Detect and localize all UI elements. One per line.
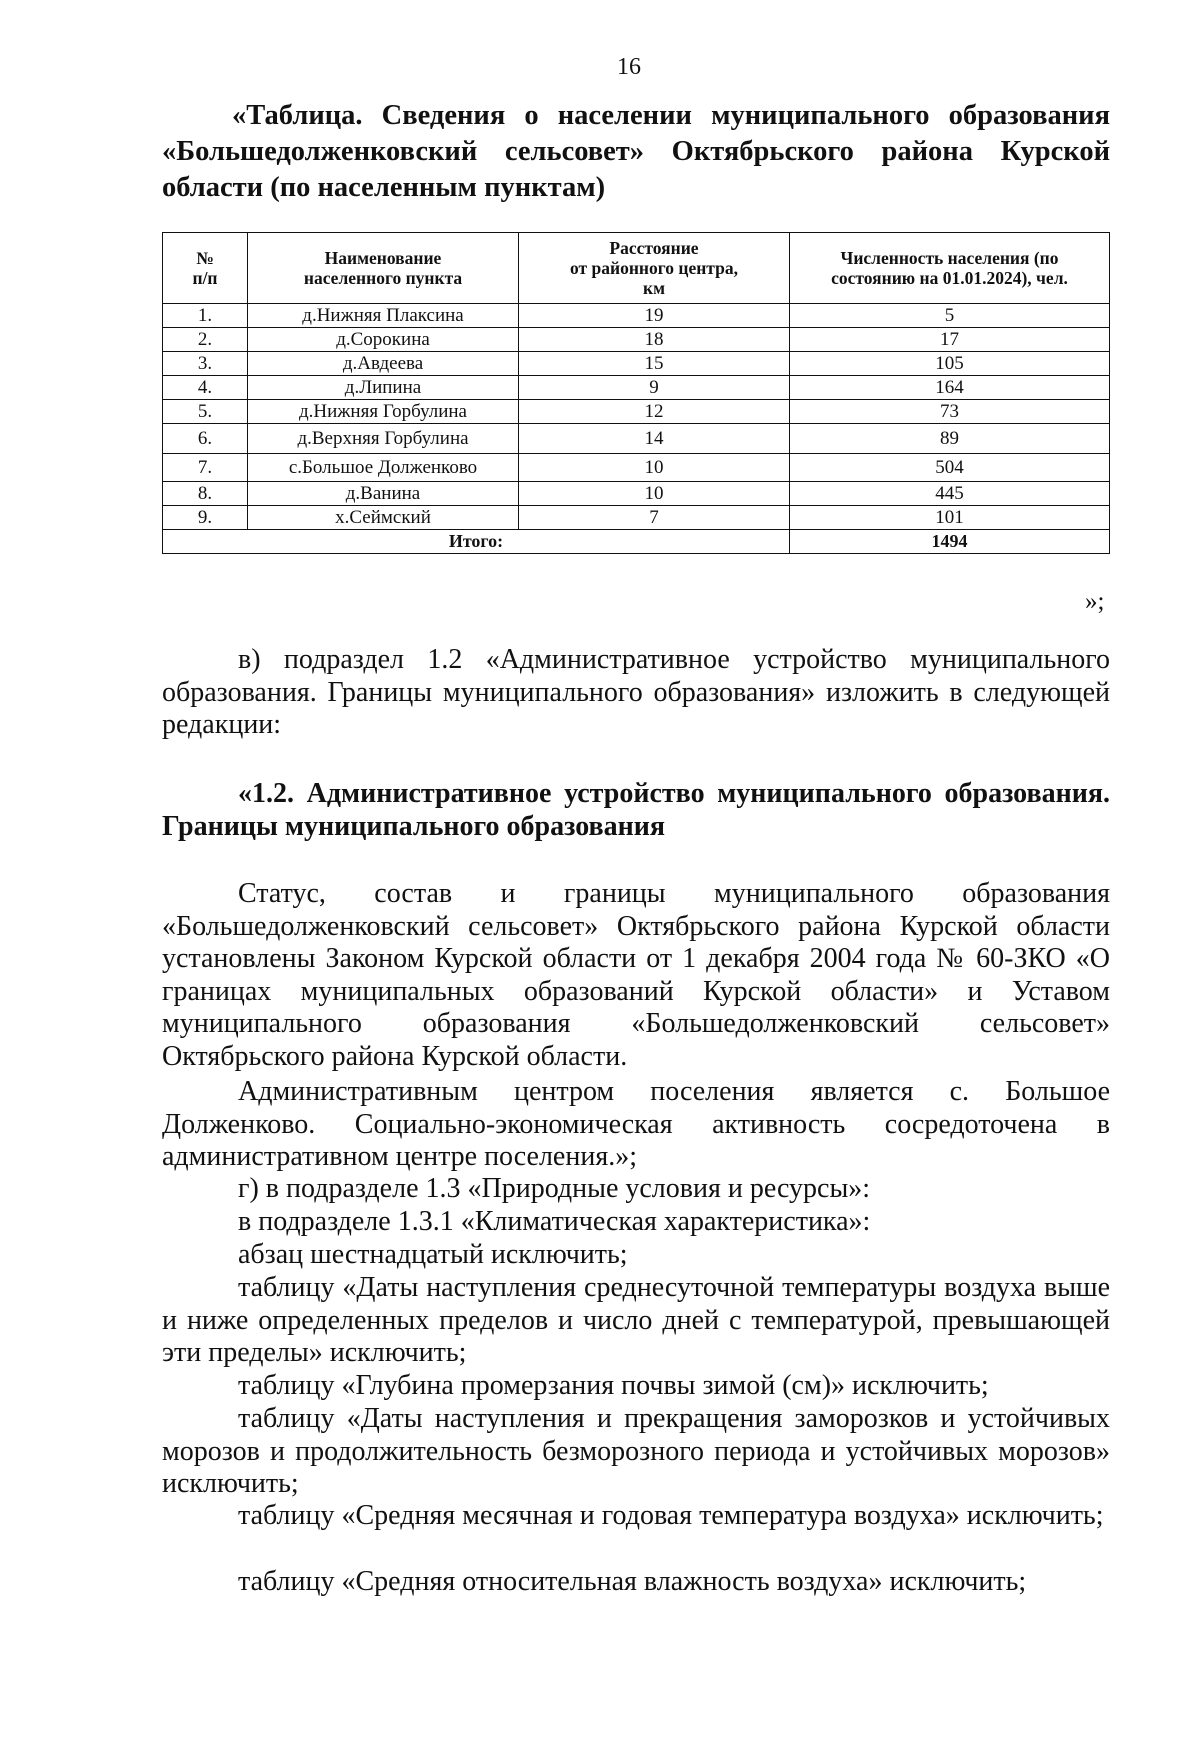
cell-name: д.Авдеева <box>248 352 519 376</box>
cell-distance: 15 <box>519 352 790 376</box>
cell-name: с.Большое Долженково <box>248 454 519 482</box>
cell-population: 5 <box>790 304 1110 328</box>
cell-population: 73 <box>790 400 1110 424</box>
paragraph-table-3: таблицу «Даты наступления и прекращения заморозков и устойчивых морозов и продолжительность безморозного периода и устойчивых морозов» исключить; <box>162 1403 1110 1499</box>
cell-num: 9. <box>163 506 248 530</box>
closing-quote: »; <box>1085 588 1105 615</box>
header-distance <box>519 233 790 304</box>
table-header-row <box>163 233 1110 304</box>
cell-num: 8. <box>163 482 248 506</box>
cell-distance: 14 <box>519 424 790 454</box>
cell-name: д.Сорокина <box>248 328 519 352</box>
cell-name: д.Ванина <box>248 482 519 506</box>
table-row <box>163 328 1110 352</box>
paragraph-status: Статус, состав и границы муниципального образования «Большедолженковский сельсовет» Октябрьского района Курской области установлены Законом Курской области от 1 декабря 2004 года № 60-ЗКО «О границах муниципальных образований Курской области» и Уставом муниципального образования «Большедолженковский сельсовет» Октябрьского района Курской области. <box>162 878 1110 1072</box>
header-name-line: населенного пункта <box>303 268 463 288</box>
paragraph-admin-center: Административным центром поселения является с. Большое Долженково. Социально-экономическая активность сосредоточена в административном центре поселения.»; <box>162 1076 1110 1172</box>
header-distance-line: Расстояние <box>609 238 699 258</box>
paragraph-table-5: таблицу «Средняя относительная влажность воздуха» исключить; <box>238 1566 1027 1597</box>
total-value: 1494 <box>790 530 1110 554</box>
cell-num: 2. <box>163 328 248 352</box>
header-num-line: п/п <box>192 268 218 288</box>
table-row <box>163 304 1110 328</box>
header-num-line: № <box>196 248 214 268</box>
cell-name: д.Нижняя Горбулина <box>248 400 519 424</box>
cell-distance: 10 <box>519 454 790 482</box>
header-distance-line: км <box>642 278 665 298</box>
header-name-line: Наименование <box>324 248 442 268</box>
paragraph-abzac: абзац шестнадцатый исключить; <box>238 1239 628 1270</box>
paragraph-g: г) в подразделе 1.3 «Природные условия и ресурсы»: <box>238 1173 871 1204</box>
cell-distance: 10 <box>519 482 790 506</box>
cell-population: 445 <box>790 482 1110 506</box>
cell-num: 3. <box>163 352 248 376</box>
header-num <box>163 233 248 304</box>
cell-distance: 7 <box>519 506 790 530</box>
cell-distance: 19 <box>519 304 790 328</box>
paragraph-table-4: таблицу «Средняя месячная и годовая температура воздуха» исключить; <box>238 1500 1104 1531</box>
cell-distance: 18 <box>519 328 790 352</box>
paragraph-v: в) подраздел 1.2 «Административное устройство муниципального образования. Границы муниципального образования» изложить в следующей редакции: <box>162 644 1110 740</box>
cell-name: х.Сеймский <box>248 506 519 530</box>
table-row <box>163 424 1110 454</box>
paragraph-131: в подразделе 1.3.1 «Климатическая характеристика»: <box>238 1206 871 1237</box>
paragraph-table-1: таблицу «Даты наступления среднесуточной температуры воздуха выше и ниже определенных пределов и число дней с температурой, превышающей эти пределы» исключить; <box>162 1272 1110 1368</box>
cell-population: 164 <box>790 376 1110 400</box>
header-population <box>790 233 1110 304</box>
cell-num: 5. <box>163 400 248 424</box>
header-distance-line: от районного центра, <box>570 258 738 278</box>
table-title: «Таблица. Сведения о населении муниципального образования «Большедолженковский сельсовет» Октябрьского района Курской области (по населенным пунктам) <box>162 100 1110 203</box>
cell-population: 504 <box>790 454 1110 482</box>
table-row <box>163 506 1110 530</box>
table-row <box>163 352 1110 376</box>
cell-name: д.Липина <box>248 376 519 400</box>
table-row <box>163 400 1110 424</box>
population-table <box>162 232 1110 554</box>
table-row <box>163 482 1110 506</box>
table-row <box>163 454 1110 482</box>
cell-num: 4. <box>163 376 248 400</box>
cell-population: 101 <box>790 506 1110 530</box>
table-row <box>163 376 1110 400</box>
header-population-line: состоянию на 01.01.2024), чел. <box>831 268 1068 288</box>
cell-distance: 9 <box>519 376 790 400</box>
header-population-line: Численность населения (по <box>840 248 1059 268</box>
cell-population: 17 <box>790 328 1110 352</box>
cell-name: д.Верхняя Горбулина <box>248 424 519 454</box>
cell-num: 6. <box>163 424 248 454</box>
section-heading: «1.2. Административное устройство муниципального образования. Границы муниципального образования <box>162 778 1110 842</box>
cell-num: 1. <box>163 304 248 328</box>
header-name <box>248 233 519 304</box>
cell-num: 7. <box>163 454 248 482</box>
cell-population: 105 <box>790 352 1110 376</box>
cell-distance: 12 <box>519 400 790 424</box>
cell-population: 89 <box>790 424 1110 454</box>
paragraph-table-2: таблицу «Глубина промерзания почвы зимой (см)» исключить; <box>238 1370 989 1401</box>
total-label: Итого: <box>163 530 790 554</box>
table-total-row <box>163 530 1110 554</box>
page-number: 16 <box>617 54 641 80</box>
cell-name: д.Нижняя Плаксина <box>248 304 519 328</box>
